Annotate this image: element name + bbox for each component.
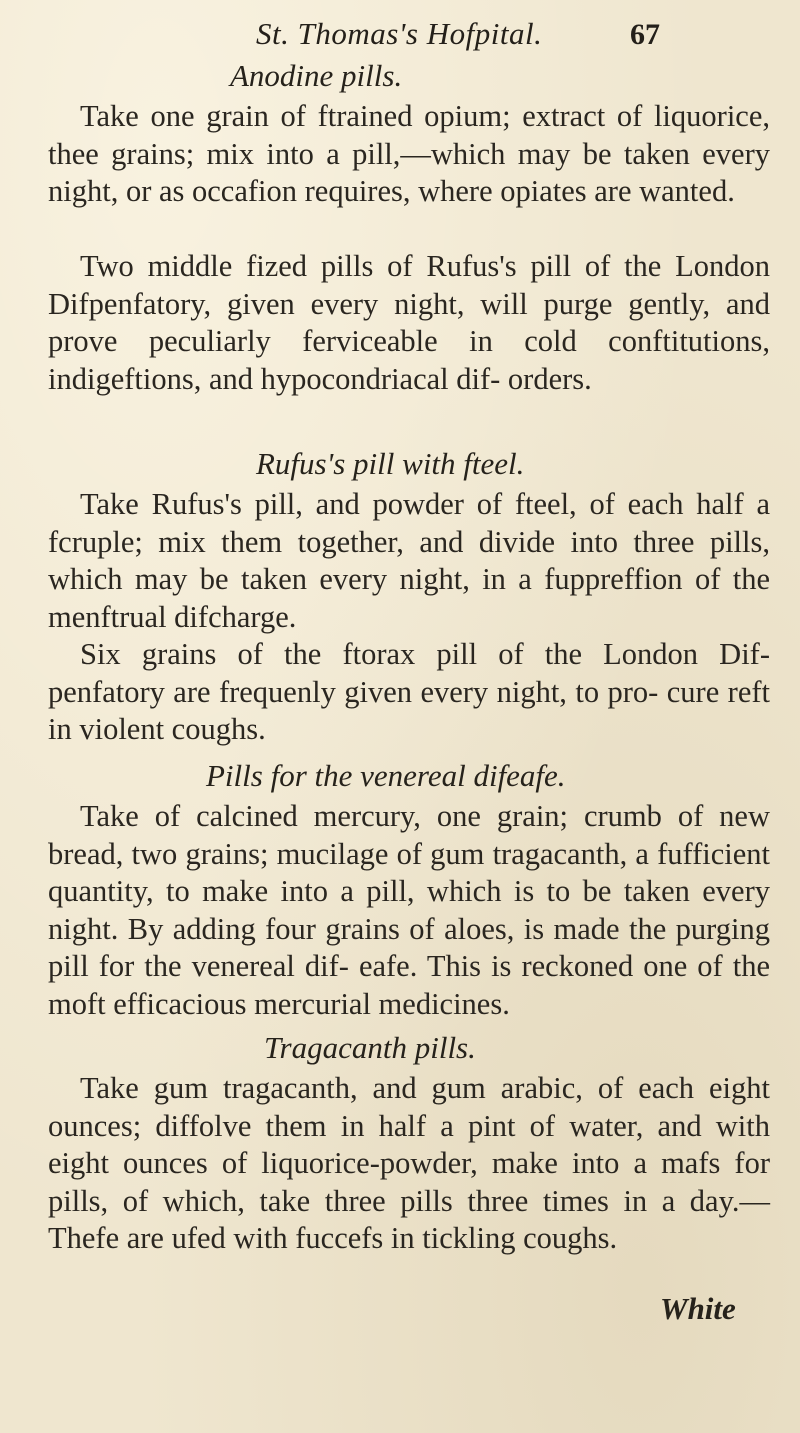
catchword: White: [660, 1291, 736, 1326]
page-number: 67: [630, 18, 660, 51]
section-heading-venereal-pills: Pills for the venereal difeafe.: [206, 758, 566, 793]
running-head: [0, 14, 800, 54]
running-head-title: St. Thomas's Hofpital.: [256, 16, 543, 51]
paragraph-rufus-pill-london: Two middle fized pills of Rufus's pill of the London Difpenfatory, given every night, will purge gently, and prove peculiarly ferviceable in cold conftitutions, indigeftions, and hypocondriacal dif- orders.: [48, 249, 770, 396]
section-heading-tragacanth-pills: Tragacanth pills.: [264, 1030, 476, 1065]
paragraph-tragacanth-pills: Take gum tragacanth, and gum arabic, of each eight ounces; diffolve them in half a pint of water, and with eight ounces of liquorice-powder, make into a mafs for pills, of which, take three pills three times in a day.—Thefe are ufed with fuccefs in tickling coughs.: [48, 1071, 770, 1256]
paragraph-rufus-pill-steel: Take Rufus's pill, and powder of fteel, of each half a fcruple; mix them together, and divide into three pills, which may be taken every night, in a fuppreffion of the menftrual difcharge.: [48, 487, 770, 634]
section-heading-anodine-pills: Anodine pills.: [230, 58, 403, 93]
paragraph-anodine-pills: Take one grain of ftrained opium; extract of liquorice, thee grains; mix into a pill,—which may be taken every night, or as occafion requires, where opiates are wanted.: [48, 99, 770, 209]
section-heading-rufus-pill-steel: Rufus's pill with fteel.: [256, 446, 525, 481]
paragraph-storax-pill: Six grains of the ftorax pill of the London Dif- penfatory are frequenly given every night, to pro- cure reft in violent coughs.: [48, 637, 770, 747]
paragraph-venereal-pills: Take of calcined mercury, one grain; crumb of new bread, two grains; mucilage of gum tragacanth, a fufficient quantity, to make into a pill, which is to be taken every night. By adding four grains of aloes, is made the purging pill for the venereal dif- eafe. This is reckoned one of the moft efficacious mercurial medicines.: [48, 799, 770, 1021]
